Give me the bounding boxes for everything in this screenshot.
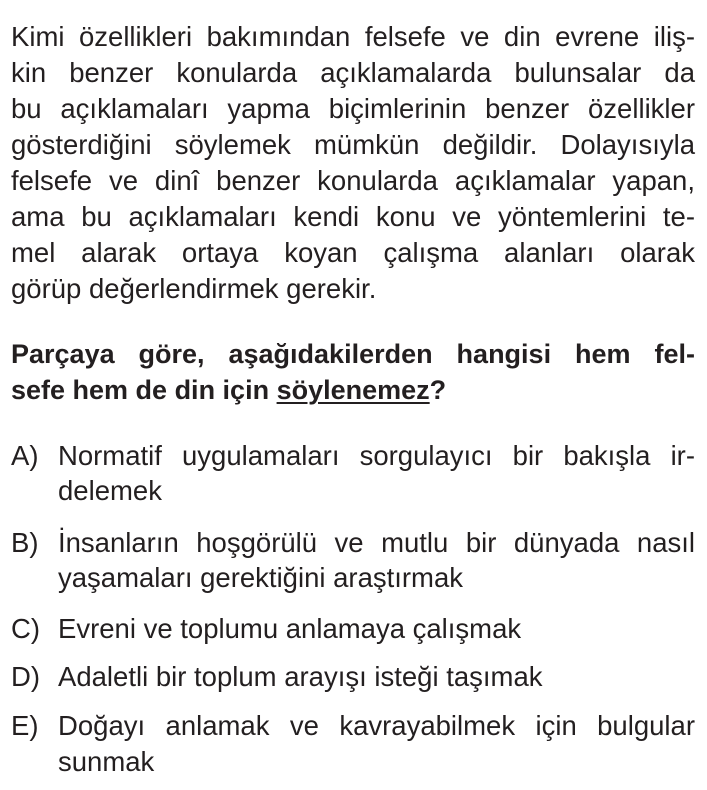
option-text: İnsanların hoşgörülü ve mutlu bir dünyada nasıl: [58, 527, 695, 558]
passage-line: kin benzer konularda açıklamalarda bulunsalar da: [11, 57, 695, 88]
question-line: Parçaya göre, aşağıdakilerden hangisi hem fel-: [11, 339, 695, 369]
option-text: delemek: [58, 475, 162, 506]
option-text: Evreni ve toplumu anlamaya çalışmak: [58, 613, 522, 644]
question-text: sefe hem de din için: [11, 375, 277, 405]
passage-line: ama bu açıklamaları kendi konu ve yöntemlerini te-: [11, 201, 695, 232]
passage-line: gösterdiğini söylemek mümkün değildir. Dolayısıyla: [11, 129, 695, 160]
question-line: [11, 373, 446, 407]
option-text: Doğayı anlamak ve kavrayabilmek için bulgular: [58, 710, 695, 741]
passage-line: Kimi özellikleri bakımından felsefe ve din evrene iliş-: [11, 21, 695, 52]
option-letter: D): [11, 661, 41, 692]
option-letter: B): [11, 527, 39, 558]
passage-line: mel alarak ortaya koyan çalışma alanları olarak: [11, 237, 695, 268]
option-letter: A): [11, 440, 39, 471]
option-letter: E): [11, 710, 39, 741]
option-text: sunmak: [58, 746, 155, 777]
option-text: yaşamaları gerektiğini araştırmak: [58, 562, 464, 593]
passage-line: bu açıklamaları yapma biçimlerinin benzer özellikler: [11, 93, 695, 124]
option-text: Normatif uygulamaları sorgulayıcı bir bakışla ir-: [58, 440, 695, 471]
passage-line: görüp değerlendirmek gerekir.: [11, 273, 377, 304]
question-emphasis: söylenemez: [276, 375, 430, 405]
option-letter: C): [11, 613, 41, 644]
passage-line: felsefe ve dinî benzer konularda açıklamalar yapan,: [11, 165, 695, 196]
option-text: Adaletli bir toplum arayışı isteği taşımak: [58, 661, 543, 692]
question-mark: ?: [429, 375, 447, 405]
